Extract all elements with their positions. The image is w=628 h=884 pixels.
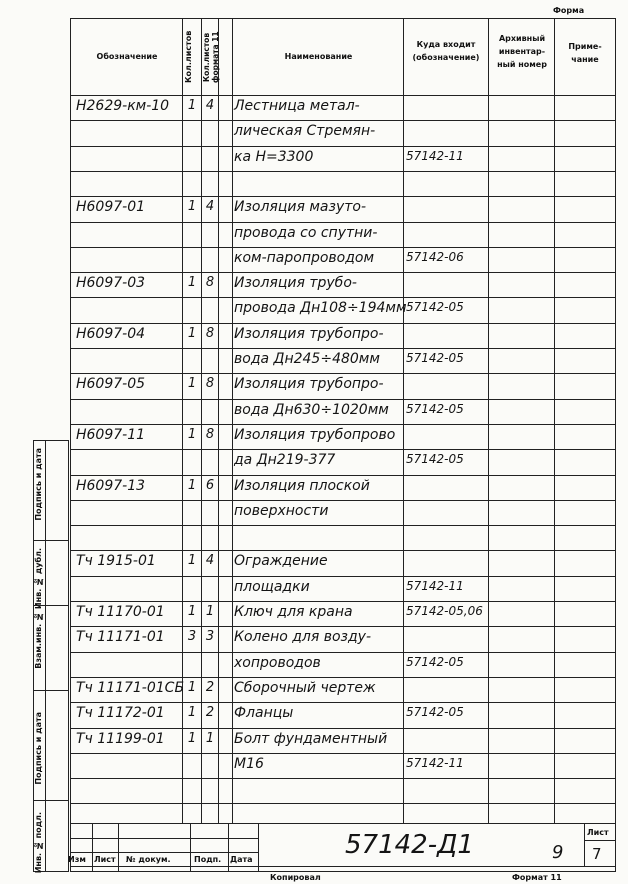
cell-sheet-count-format: 8 — [205, 426, 215, 442]
cell-sheet-count-format: 4 — [205, 98, 215, 113]
cell-sheet-count: 1 — [187, 553, 197, 569]
stamp-top-line — [70, 823, 616, 824]
cell-designation: Н6097-03 — [76, 275, 146, 292]
row-line — [70, 778, 616, 779]
cell-name: Изоляция трубопрово — [234, 426, 396, 443]
cell-name: вода Дн630÷1020мм — [234, 401, 389, 418]
header-sheet-count: Кол.листов — [184, 30, 193, 84]
header-where-used: Куда входит (обозначение) — [412, 40, 480, 62]
side-strip-line — [33, 800, 69, 801]
header-designation: Обозначение — [96, 52, 158, 61]
handwritten-number: 9 — [552, 842, 564, 863]
cell-name: провода со спутни- — [234, 224, 378, 241]
header-sheet-count-format: Кол.листов формата 11 — [202, 31, 220, 83]
cell-name: Колено для возду- — [234, 629, 372, 646]
stamp-col-sign: Подп. — [194, 855, 222, 864]
cell-where-used: 57142-06 — [406, 249, 464, 264]
row-line — [70, 500, 616, 501]
row-line — [70, 146, 616, 147]
side-strip-line — [33, 690, 69, 691]
cell-sheet-count: 1 — [187, 199, 197, 215]
cell-designation: Н6097-05 — [76, 376, 146, 393]
cell-sheet-count-format: 2 — [205, 705, 215, 721]
cell-sheet-count: 1 — [187, 604, 197, 619]
cell-name: провода Дн108÷194мм — [234, 300, 407, 317]
header-note: Приме-чание — [568, 42, 602, 64]
header-archive-number: Архивный инвентар-ный номер — [497, 34, 547, 69]
cell-where-used: 57142-05 — [406, 401, 464, 416]
cell-designation: Тч 1915-01 — [76, 553, 156, 570]
cell-name: вода Дн245÷480мм — [234, 351, 380, 367]
cell-where-used: 57142-11 — [406, 148, 464, 163]
cell-where-used: 57142-05 — [406, 452, 464, 467]
row-line — [70, 475, 616, 476]
cell-designation: Н6097-01 — [76, 199, 146, 216]
stamp-col — [584, 823, 585, 866]
cell-sheet-count-format: 4 — [205, 553, 215, 569]
cell-sheet-count: 1 — [187, 477, 197, 493]
cell-sheet-count-format: 4 — [205, 199, 215, 215]
side-label-replace-inv: Взам.инв. № — [34, 612, 43, 669]
stamp-line — [70, 838, 258, 839]
row-line — [70, 348, 616, 349]
cell-where-used: 57142-05 — [406, 300, 464, 315]
cell-sheet-count: 3 — [187, 629, 197, 645]
cell-name: Болт фундаментный — [234, 730, 388, 747]
cell-designation: Тч 11172-01 — [76, 705, 165, 722]
row-line — [70, 120, 616, 121]
cell-sheet-count-format: 6 — [205, 477, 215, 493]
cell-name: Фланцы — [234, 705, 294, 722]
side-label-sign-date-2: Подпись и дата — [34, 448, 43, 521]
cell-designation: Н6097-13 — [76, 477, 146, 494]
cell-name: Сборочный чертеж — [234, 679, 376, 696]
stamp-line — [70, 866, 616, 867]
cell-sheet-count: 1 — [187, 705, 197, 721]
stamp-col-izm: Изм — [68, 855, 86, 864]
cell-designation: Тч 11199-01 — [76, 730, 165, 747]
cell-sheet-count: 1 — [187, 730, 197, 746]
cell-name: Изоляция мазуто- — [234, 199, 366, 216]
cell-name: площадки — [234, 578, 310, 595]
cell-name: Ограждение — [234, 553, 328, 570]
cell-name: Ключ для крана — [234, 604, 353, 620]
cell-name: Лестница метал- — [234, 98, 360, 114]
stamp-col — [190, 823, 191, 872]
cell-name: да Дн219-377 — [234, 452, 336, 469]
cell-sheet-count-format: 8 — [205, 275, 215, 291]
row-line — [70, 373, 616, 374]
cell-where-used: 57142-11 — [406, 578, 464, 593]
row-line — [70, 272, 616, 273]
cell-where-used: 57142-05 — [406, 705, 464, 720]
row-line — [70, 171, 616, 172]
cell-name: М16 — [234, 755, 264, 772]
header-name: Наименование — [284, 52, 353, 61]
cell-name: ком-паропроводом — [234, 249, 375, 266]
stamp-copied: Копировал — [270, 873, 321, 882]
cell-where-used: 57142-11 — [406, 755, 464, 770]
stamp-col-doc: № докум. — [126, 855, 171, 864]
cell-name: Изоляция трубо- — [234, 275, 357, 292]
stamp-col — [228, 823, 229, 872]
cell-name: лическая Стремян- — [234, 123, 376, 140]
side-label-sign-date-1: Подпись и дата — [34, 712, 43, 785]
row-line — [70, 297, 616, 298]
cell-designation: Н2629-км-10 — [76, 98, 170, 114]
row-line — [70, 677, 616, 678]
cell-where-used: 57142-05,06 — [406, 604, 483, 618]
side-strip-divider — [45, 440, 46, 872]
row-line — [70, 247, 616, 248]
cell-sheet-count-format: 8 — [205, 376, 215, 392]
side-strip-line — [33, 540, 69, 541]
stamp-col — [258, 823, 259, 872]
cell-where-used: 57142-05 — [406, 654, 464, 669]
row-line — [70, 728, 616, 729]
row-line — [70, 222, 616, 223]
cell-name: Изоляция трубопро- — [234, 376, 384, 393]
row-line — [70, 702, 616, 703]
row-line — [70, 803, 616, 804]
cell-sheet-count: 1 — [187, 325, 197, 341]
row-line — [70, 626, 616, 627]
cell-designation: Тч 11171-01 — [76, 629, 165, 646]
form-label: Форма — [553, 6, 585, 15]
row-line — [70, 424, 616, 425]
side-label-inv-original: Инв. № подл. — [34, 812, 43, 874]
cell-designation: Тч 11170-01 — [76, 604, 165, 620]
cell-sheet-count-format: 8 — [205, 325, 215, 341]
stamp-col — [92, 823, 93, 872]
cell-sheet-count: 1 — [187, 98, 197, 113]
stamp-sheet-label: Лист — [587, 828, 609, 837]
cell-name: хопроводов — [234, 654, 321, 671]
cell-where-used: 57142-05 — [406, 351, 464, 365]
cell-designation: Н6097-11 — [76, 426, 146, 443]
row-line — [70, 601, 616, 602]
row-line — [70, 399, 616, 400]
side-label-inv-duplicate: Инв. № дубл. — [34, 548, 43, 610]
cell-sheet-count: 1 — [187, 275, 197, 291]
cell-designation: Тч 11171-01СБ — [76, 679, 185, 696]
stamp-col-date: Дата — [230, 855, 253, 864]
cell-name: поверхности — [234, 502, 329, 519]
cell-sheet-count-format: 3 — [205, 629, 215, 645]
cell-name: Изоляция трубопро- — [234, 325, 384, 342]
row-line — [70, 196, 616, 197]
stamp-col — [118, 823, 119, 872]
row-line — [70, 550, 616, 551]
row-line — [70, 323, 616, 324]
cell-sheet-count: 1 — [187, 376, 197, 392]
cell-name: Изоляция плоской — [234, 477, 370, 494]
row-line — [70, 525, 616, 526]
header-bottom-line — [70, 95, 616, 96]
cell-designation: Н6097-04 — [76, 325, 146, 342]
stamp-format: Формат 11 — [512, 873, 562, 882]
cell-sheet-count-format: 2 — [205, 679, 215, 695]
document-code: 57142-Д1 — [345, 830, 474, 860]
stamp-line — [584, 840, 616, 841]
stamp-line — [70, 852, 258, 853]
cell-name: ка Н=3300 — [234, 148, 314, 165]
row-line — [70, 753, 616, 754]
row-line — [70, 576, 616, 577]
cell-sheet-count-format: 1 — [205, 604, 215, 619]
stamp-sheet-number: 7 — [592, 845, 602, 863]
cell-sheet-count: 1 — [187, 679, 197, 695]
stamp-col-list: Лист — [94, 855, 116, 864]
cell-sheet-count: 1 — [187, 426, 197, 442]
row-line — [70, 652, 616, 653]
row-line — [70, 449, 616, 450]
cell-sheet-count-format: 1 — [205, 730, 215, 746]
